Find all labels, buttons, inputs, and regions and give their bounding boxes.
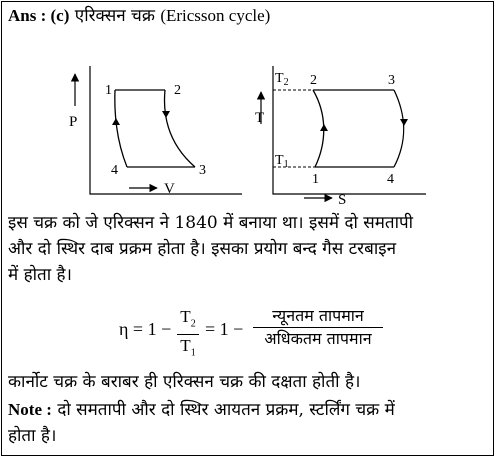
note-line-2: होता है।	[8, 426, 57, 446]
note-label: Note :	[8, 400, 52, 419]
formula-fraction-words	[253, 305, 383, 350]
pv-process-4-1	[115, 90, 127, 167]
ts-arrowhead-down	[400, 119, 408, 126]
pv-process-2-3	[164, 90, 195, 167]
formula-mid: = 1 −	[205, 319, 244, 339]
formula-fraction-t	[177, 307, 199, 365]
ts-arrowhead-up	[320, 124, 328, 131]
formula-lhs: η = 1 −	[119, 319, 172, 339]
ts-point-3: 3	[388, 73, 395, 88]
ts-point-1: 1	[312, 172, 319, 187]
pv-x-label: V	[164, 181, 175, 197]
ts-diagram	[255, 66, 426, 208]
pv-point-3: 3	[199, 163, 206, 178]
formula-t2: $T_2$	[180, 307, 196, 330]
formula-numerator: न्यूनतम तापमान	[272, 306, 364, 325]
cycle-title-hindi: एरिक्सन चक्र	[74, 6, 155, 26]
pv-point-2: 2	[174, 83, 181, 98]
ts-point-4: 4	[387, 172, 394, 187]
note-line-1	[8, 399, 487, 421]
ts-x-label: S	[338, 192, 347, 208]
pv-point-4: 4	[111, 163, 118, 178]
description-line-2: और दो स्थिर दाब प्रक्रम होता है। इसका प्रयोग बन्द गैस टरबाइन	[8, 239, 397, 259]
description-line-3: में होता है।	[8, 265, 72, 285]
pv-arrowhead-up	[112, 118, 120, 125]
ts-t2-label: $T_2$	[275, 71, 289, 88]
description-line-1: इस चक्र को जे एरिक्सन ने 1840 में बनाया था। इसमें दो समतापी	[8, 213, 414, 233]
pv-point-1: 1	[105, 83, 112, 98]
answer-card	[1, 1, 494, 456]
ts-process-3-4	[394, 90, 404, 167]
ts-point-2: 2	[310, 73, 317, 88]
answer-label: Ans : (c)	[8, 6, 70, 25]
efficiency-statement: कार्नोट चक्र के बराबर ही एरिक्सन चक्र की दक्षता होती है।	[8, 372, 361, 392]
formula-denominator: अधिकतम तापमान	[253, 327, 383, 350]
pv-diagram	[69, 66, 242, 197]
pv-arrowhead-down	[162, 111, 170, 118]
ts-y-label: T	[255, 110, 265, 126]
formula-t1: $T_1$	[177, 334, 199, 364]
ts-t1-label: $T_1$	[275, 153, 289, 170]
pv-y-label: P	[69, 114, 78, 130]
note-text-1: दो समतापी और दो स्थिर आयतन प्रक्रम, स्टर्लिंग चक्र में	[57, 400, 395, 420]
cycle-title-english: (Ericsson cycle)	[160, 6, 271, 25]
